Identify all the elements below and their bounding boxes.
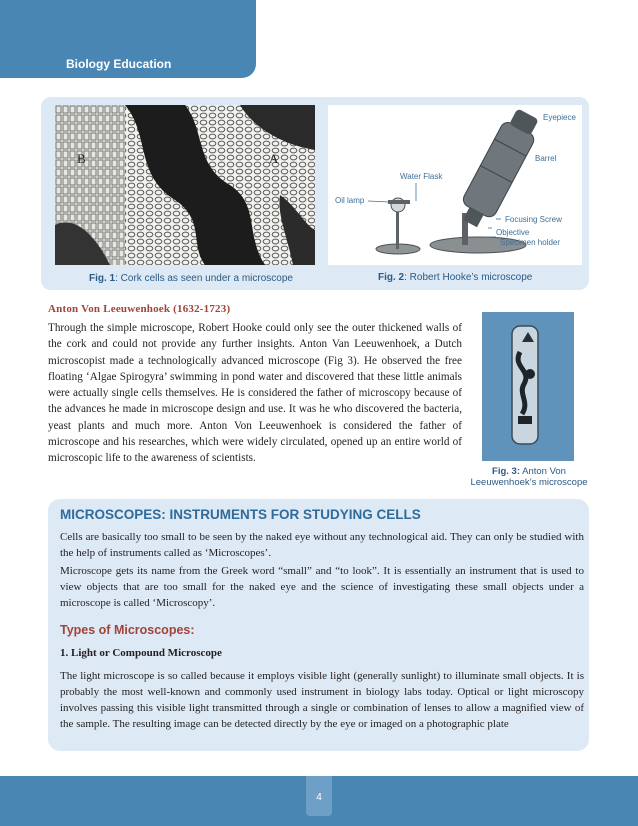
fig3-caption: Fig. 3: Anton Von Leeuwenhoek’s microscope — [470, 466, 588, 488]
label-objective: Objective — [496, 228, 530, 237]
cork-cells-illustration — [55, 105, 315, 265]
label-eyepiece: Eyepiece — [543, 113, 576, 122]
label-water-flask: Water Flask — [400, 172, 443, 181]
fig1-caption: Fig. 1: Cork cells as seen under a microscope — [89, 273, 293, 284]
microscopes-para-1: Cells are basically too small to be seen by the naked eye without any technological aid. They can only be studied with the help of instruments called as ‘Microscopes’. — [60, 531, 584, 559]
fig1-letter-a: A — [269, 151, 279, 166]
label-oil-lamp: Oil lamp — [335, 196, 365, 205]
fig2-caption: Fig. 2: Robert Hooke’s microscope — [378, 272, 533, 283]
microscopes-para-3: The light microscope is so called because it employs visible light (generally sunlight) to illuminate small objects. It is probably the most well-known and commonly used instrument in biology labs today. Optical or light microscopy involves passing this visible light transmitted through a single or combination of lenses to allow a magnified view of the sample. The resulting image can be detected directly by the eye or imaged on a photographic plate — [60, 670, 584, 730]
label-specimen-holder: Specimen holder — [500, 238, 561, 247]
fig1-letter-b: B — [77, 151, 86, 166]
label-focusing-screw: Focusing Screw — [505, 215, 562, 224]
microscopes-title: MICROSCOPES: INSTRUMENTS FOR STUDYING CELLS — [60, 507, 421, 522]
light-microscope-heading: 1. Light or Compound Microscope — [60, 647, 222, 659]
types-heading: Types of Microscopes: — [60, 623, 195, 637]
page-number: 4 — [316, 792, 322, 803]
leeuwenhoek-microscope-illustration — [482, 312, 574, 461]
header-label: Biology Education — [66, 57, 172, 71]
label-barrel: Barrel — [535, 154, 557, 163]
microscopes-para-2: Microscope gets its name from the Greek word “small” and “to look”. It is essentially an instrument that is used to view objects that are too small for the naked eye and the science of investigating these small objects under a microscope is called ‘Microscopy’. — [60, 565, 584, 609]
leeuwenhoek-microscope-image — [482, 312, 574, 461]
leeuwenhoek-paragraph: Through the simple microscope, Robert Hooke could only see the outer thickened walls of the cork and could not provide any further insights. Anton Van Leeuwenhoek, a Dutch microscopist made a technologically advanced microscope (Fig 3). He observed the free floating ‘Algae Spirogyra’ swimming in pond water and discovered that these little animals were actually single cells themselves. He is considered the father of microscopy because of the advances he made in microscope design and use. It was he who discovered the bacteria, yeast plants and much more. Anton Von Leeuwenhoek is considered the father of microscope and his researches, which were widely circulated, opened up an entire world of microscopic life to the awareness of scientists. — [48, 322, 462, 465]
leeuwenhoek-heading: Anton Von Leeuwenhoek (1632-1723) — [48, 303, 231, 315]
cork-cells-image — [55, 105, 315, 265]
